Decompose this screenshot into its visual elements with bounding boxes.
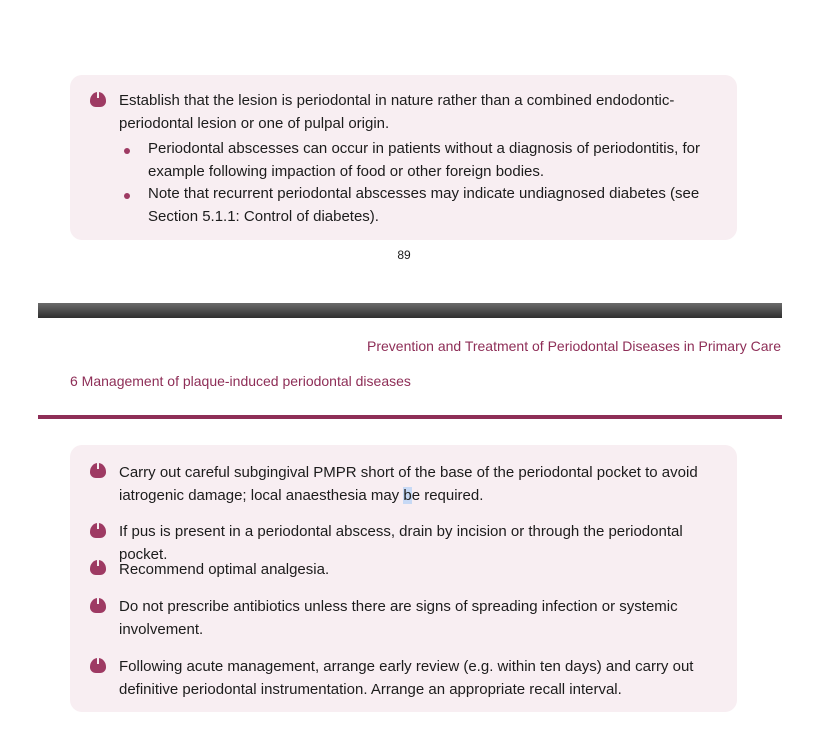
recommendation-item: Recommend optimal analgesia.	[119, 561, 330, 578]
page-break-separator	[38, 303, 782, 318]
sub-item: Note that recurrent periodontal abscesses may indicate undiagnosed diabetes (see Section 5.1.1: Control of diabetes).	[148, 185, 700, 225]
chapter-heading: 6 Management of plaque-induced periodontal diseases	[70, 373, 411, 389]
running-title: Prevention and Treatment of Periodontal Diseases in Primary Care	[367, 338, 781, 354]
recommendation-box-top	[70, 75, 737, 240]
page-number: 89	[397, 248, 411, 262]
recommendation-item: Carry out careful subgingival PMPR short of the base of the periodontal pocket to avoid iatrogenic damage; local anaesthesia may be required.	[119, 464, 698, 504]
recommendation-box-bottom	[70, 445, 737, 712]
leaf-bullet-icon	[90, 598, 106, 613]
leaf-bullet-icon	[90, 560, 106, 575]
leaf-bullet-icon	[90, 463, 106, 478]
leaf-bullet-icon	[90, 92, 106, 107]
dot-bullet-icon	[124, 148, 130, 154]
recommendation-item: If pus is present in a periodontal abscess, drain by incision or through the periodontal pocket.	[119, 523, 683, 563]
text-selection[interactable]: b	[403, 486, 412, 504]
dot-bullet-icon	[124, 193, 130, 199]
leaf-bullet-icon	[90, 523, 106, 538]
recommendation-item: Do not prescribe antibiotics unless there are signs of spreading infection or systemic involvement.	[119, 598, 678, 638]
recommendation-item: Following acute management, arrange early review (e.g. within ten days) and carry out definitive periodontal instrumentation. Arrange an appropriate recall interval.	[119, 658, 694, 698]
recommendation-item: Establish that the lesion is periodontal in nature rather than a combined endodontic-periodontal lesion or one of pulpal origin.	[119, 92, 675, 132]
sub-item: Periodontal abscesses can occur in patients without a diagnosis of periodontitis, for example following impaction of food or other foreign bodies.	[148, 140, 700, 180]
leaf-bullet-icon	[90, 658, 106, 673]
chapter-rule	[38, 415, 782, 419]
